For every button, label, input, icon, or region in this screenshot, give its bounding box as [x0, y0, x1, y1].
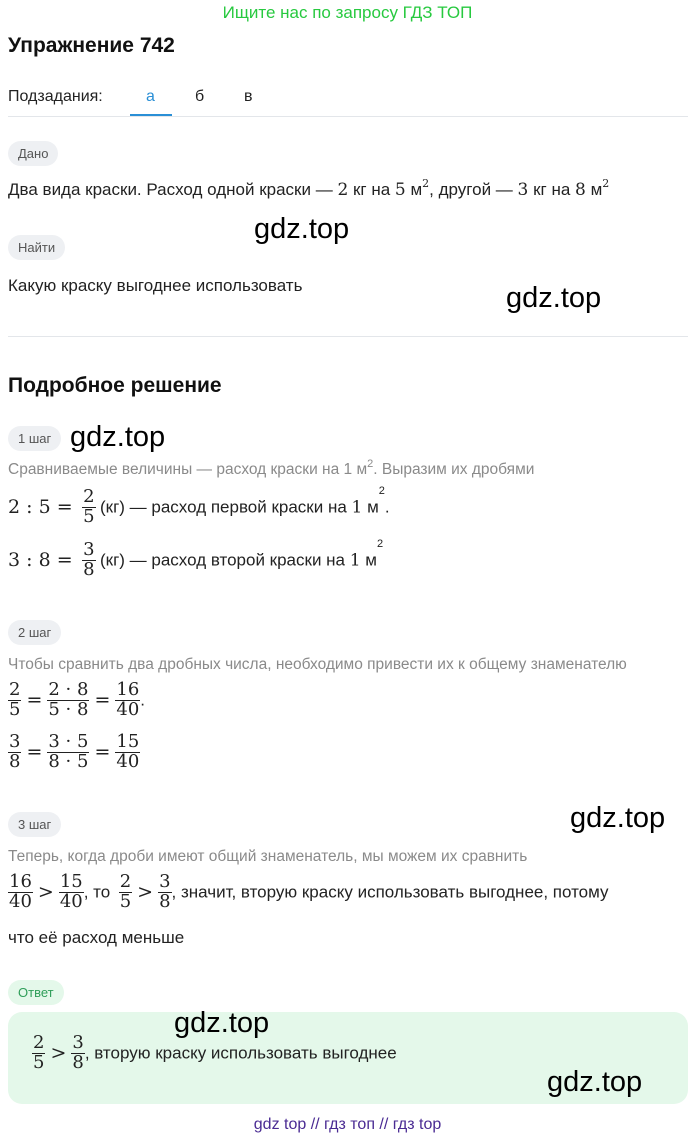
step-1-hint: Сравниваемые величины — расход краски на 1 $м^2$. Выразим их дробями	[8, 458, 535, 478]
watermark: gdz.top	[70, 421, 166, 453]
subtasks-label: Подзадания:	[8, 88, 103, 105]
search-banner[interactable]: Ищите нас по запросу ГДЗ ТОП	[222, 3, 473, 22]
given-text: Два вида краски. Расход одной краски — 2 кг на 5 $м^2$, другой — 3 кг на 8 $м^2$	[8, 177, 610, 200]
watermark: gdz.top	[174, 1007, 270, 1039]
step-2-hint: Чтобы сравнить два дробных числа, необходимо привести их к общему знаменателю	[8, 656, 627, 673]
step-3-hint: Теперь, когда дроби имеют общий знаменатель, мы можем их сравнить	[8, 848, 528, 865]
watermark: gdz.top	[254, 213, 350, 245]
step-2-equation-2: $\frac{3}{8}$ = $\frac{3 \cdot 5}{8 \cdot 5}$ = $\frac{15}{40}$	[9, 731, 140, 772]
page-title: Упражнение 742	[8, 34, 175, 57]
step-1-line-2: 3 : 8 = $\frac{3}{8}$ (кг) — расход второй краски на 1 $м^2$	[8, 538, 384, 580]
given-badge: Дано	[8, 141, 58, 166]
watermark: gdz.top	[506, 282, 602, 314]
step-3-badge: 3 шаг	[8, 812, 61, 837]
footer-links[interactable]: gdz top // гдз топ // гдз top	[253, 1116, 442, 1133]
step-1-badge: 1 шаг	[8, 426, 61, 451]
find-text: Какую краску выгоднее использовать	[8, 276, 303, 295]
step-3-comparison: $\frac{16}{40}$ > $\frac{15}{40}$ , то $\frac{2}{5}$ > $\frac{3}{8}$ , значит, вторую краску использовать выгоднее, потому	[9, 871, 609, 912]
tab-subtask-v[interactable]: в	[244, 88, 253, 105]
step-2-badge: 2 шаг	[8, 620, 61, 645]
step-3-text: что её расход меньше	[8, 928, 185, 947]
step-2-equation-1: $\frac{2}{5}$ = $\frac{2 \cdot 8}{5 \cdot 8}$ = $\frac{16}{40}$ .	[9, 679, 146, 720]
divider	[8, 116, 688, 117]
find-badge: Найти	[8, 235, 65, 260]
step-1-line-1: 2 : 5 = $\frac{2}{5}$ (кг) — расход первой краски на 1 $м^2$.	[8, 485, 390, 527]
divider	[8, 336, 688, 337]
tab-subtask-b[interactable]: б	[195, 88, 205, 105]
watermark: gdz.top	[570, 802, 666, 834]
answer-badge: Ответ	[8, 980, 64, 1005]
tab-subtask-a[interactable]: а	[146, 88, 155, 105]
answer-text: $\frac{2}{5}$ > $\frac{3}{8}$ , вторую краску использовать выгоднее	[33, 1032, 397, 1073]
solution-title: Подробное решение	[8, 374, 222, 397]
watermark: gdz.top	[547, 1066, 643, 1098]
